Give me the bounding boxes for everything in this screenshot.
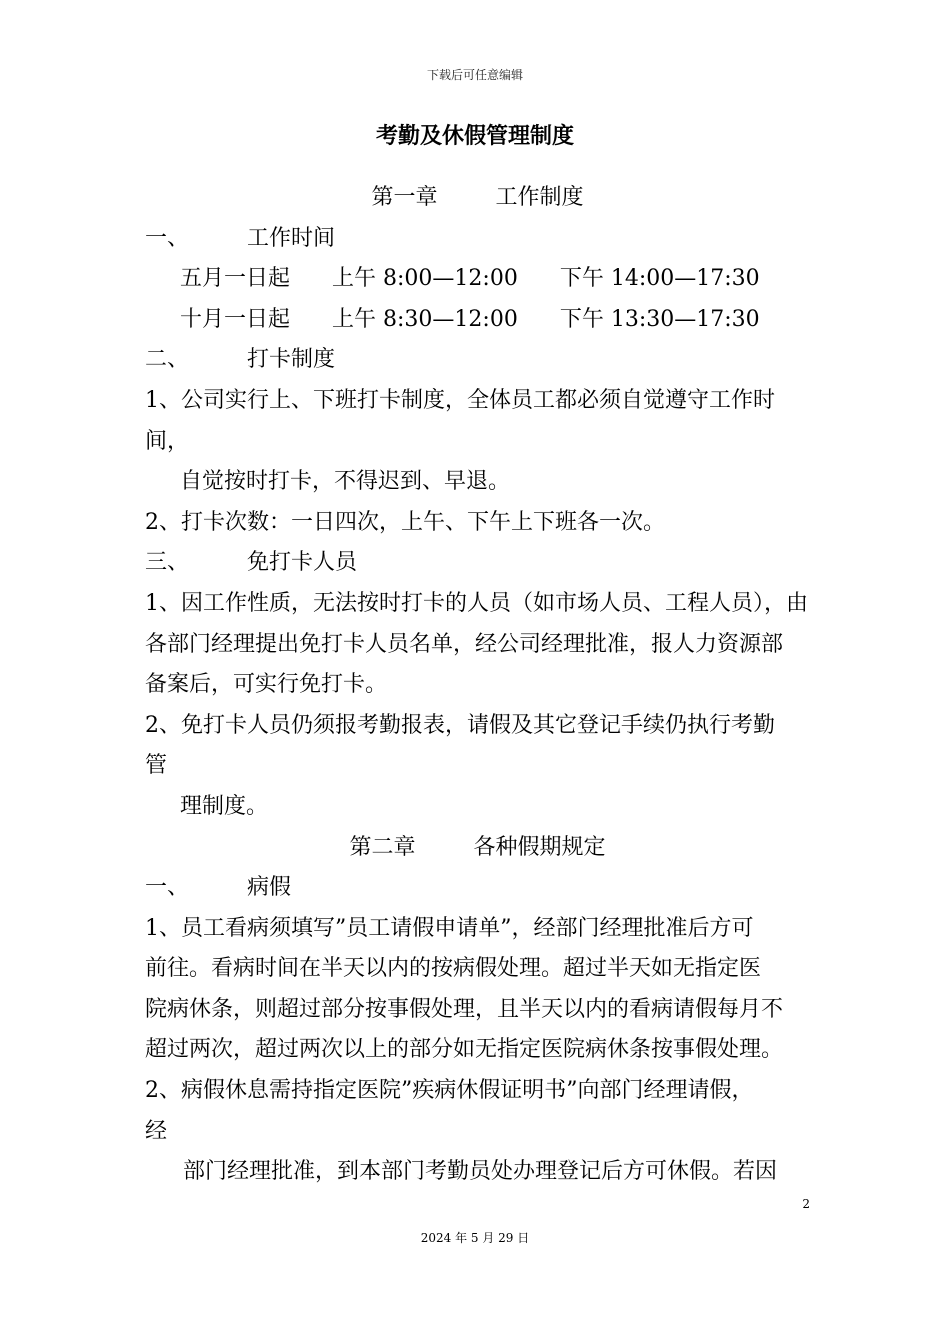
- schedule-am: 上午 8:00—12:00: [332, 266, 518, 292]
- paragraph-line: 自觉按时打卡，不得迟到、早退。: [180, 469, 511, 495]
- schedule-row: [145, 259, 810, 300]
- section-number: 三、: [145, 550, 190, 576]
- section-number: 一、: [145, 225, 190, 251]
- schedule-am: 上午 8:30—12:00: [332, 306, 518, 332]
- section-title: 病假: [247, 875, 292, 901]
- page-number: 2: [802, 1197, 810, 1211]
- header-note: 下载后可任意编辑: [426, 68, 523, 82]
- footer-date: 2024 年 5 月 29 日: [420, 1231, 530, 1245]
- section-number: 二、: [145, 347, 190, 373]
- section-heading: [145, 868, 810, 909]
- chapter-1-number: 第一章: [371, 185, 438, 210]
- paragraph-line: 院病休条，则超过部分按事假处理，且半天以内的看病请假每月不: [145, 996, 784, 1022]
- document-title: 考勤及休假管理制度: [375, 124, 574, 149]
- chapter-2-heading: [145, 828, 810, 869]
- chapter-1-heading: [145, 178, 810, 219]
- section-title: 打卡制度: [247, 347, 336, 373]
- paragraph-line: 超过两次，超过两次以上的部分如无指定医院病休条按事假处理。: [145, 1037, 784, 1063]
- paragraph-line: 管: [145, 753, 168, 779]
- schedule-start: 五月一日起: [180, 266, 291, 292]
- chapter-2-title: 各种假期规定: [473, 834, 606, 860]
- paragraph-line: 备案后，可实行免打卡。: [145, 672, 388, 698]
- paragraph-line: 2、免打卡人员仍须报考勤报表，请假及其它登记手续仍执行考勤: [145, 712, 775, 738]
- section-title: 免打卡人员: [247, 550, 358, 576]
- schedule-start: 十月一日起: [180, 306, 291, 332]
- paragraph-line: 各部门经理提出免打卡人员名单，经公司经理批准，报人力资源部: [145, 631, 784, 657]
- paragraph-line: 2、病假休息需持指定医院”疾病休假证明书”向部门经理请假，: [145, 1078, 754, 1104]
- schedule-pm: 下午 14:00—17:30: [559, 266, 760, 292]
- schedule-pm: 下午 13:30—17:30: [559, 306, 760, 332]
- section-heading: [145, 219, 810, 260]
- section-number: 一、: [145, 875, 190, 901]
- chapter-1-title: 工作制度: [495, 185, 584, 210]
- paragraph-line: 理制度。: [180, 793, 269, 819]
- section-heading: [145, 543, 810, 584]
- section-title: 工作时间: [247, 225, 336, 251]
- document-body: [145, 178, 810, 1193]
- paragraph-line: 经: [145, 1118, 168, 1144]
- section-heading: [145, 340, 810, 381]
- schedule-row: [145, 300, 810, 341]
- paragraph-line: 1、公司实行上、下班打卡制度，全体员工都必须自觉遵守工作时: [145, 387, 775, 413]
- paragraph-line: 间，: [145, 428, 190, 454]
- chapter-2-number: 第二章: [349, 834, 416, 860]
- paragraph-line: 前往。看病时间在半天以内的按病假处理。超过半天如无指定医: [145, 956, 762, 982]
- paragraph-line: 2、打卡次数：一日四次，上午、下午上下班各一次。: [145, 509, 665, 535]
- paragraph-line: 1、因工作性质，无法按时打卡的人员（如市场人员、工程人员），由: [145, 590, 808, 616]
- paragraph-line: 1、员工看病须填写”员工请假申请单”，经部门经理批准后方可: [145, 915, 754, 941]
- paragraph-line: 部门经理批准，到本部门考勤员处办理登记后方可休假。若因: [183, 1159, 778, 1185]
